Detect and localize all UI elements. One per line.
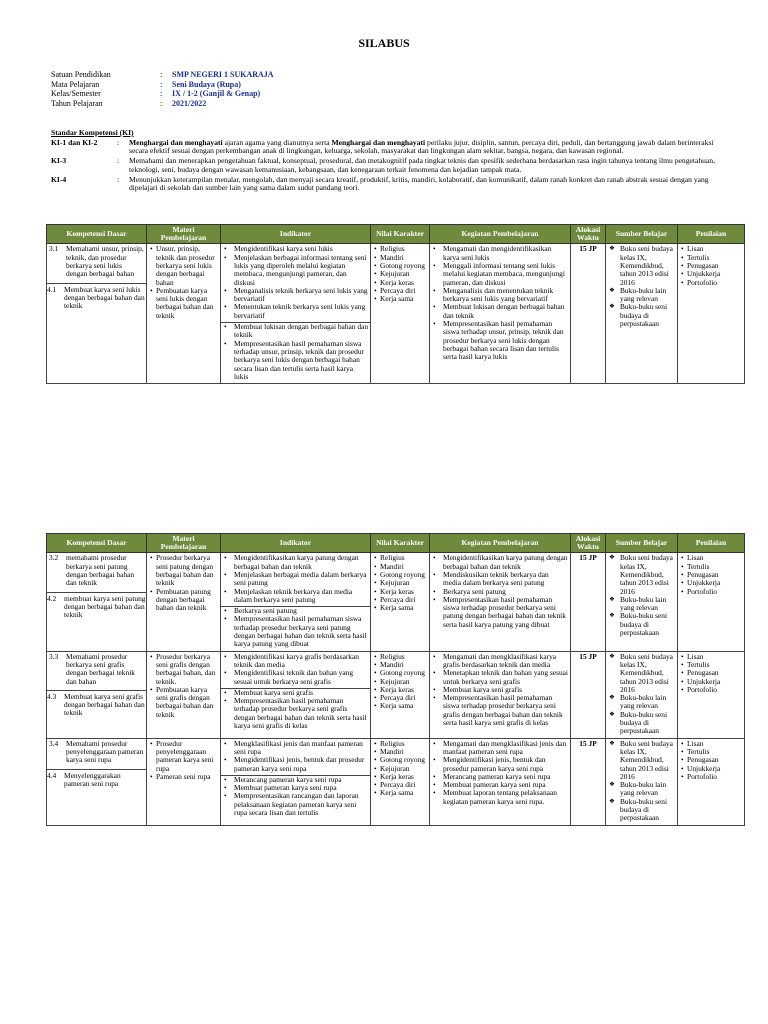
alokasi-cell: 15 JP	[571, 553, 606, 651]
kd-4: 4.1 Membuat karya seni lukis dengan berbagai bahan dan teknik	[47, 284, 145, 311]
ki-3: KI-3 : Memahami dan menerapkan pengetahuan faktual, konseptual, prosedural, dan metakognitif pada tingkat teknis dan spesifik sederhana berdasarkan rasa ingin tahunya tentang ilmu pengetahuan, teknologi, seni, budaya dengan wawasan kemanusiaan, kebangsaan, dan kenegaraan terkait fenomena dan kejadian tampak mata.	[51, 157, 731, 174]
penilaian-item: • Lisan	[680, 740, 742, 748]
kegiatan-cell	[430, 244, 571, 384]
nilai-item: • Percaya diri	[373, 596, 427, 604]
alokasi-cell: 15 JP	[571, 738, 606, 825]
kegiatan-cell	[430, 738, 571, 825]
penilaian-cell	[678, 651, 745, 738]
indikator-cell	[221, 244, 371, 384]
kd-3: 3.4 Memahami prosedur penyelenggaraan pameran karya seni rupa	[49, 738, 144, 765]
penilaian-item: • Tertulis	[680, 661, 742, 669]
kegiatan-item: • Membuat laporan tentang pelaksanaan kegiatan pameran karya seni rupa.	[432, 789, 568, 806]
materi-item: • Pameran seni rupa	[149, 773, 218, 781]
meta-label: Satuan Pendidikan	[51, 70, 111, 79]
kd-3: 3.1 Memahami unsur, prinsip, teknik, dan prosedur berkarya seni lukis dengan berbagai bahan	[49, 244, 144, 279]
penilaian-item: • Unjukkerja	[680, 765, 742, 773]
penilaian-list	[680, 740, 742, 781]
kd-4: 4.2 membuat karya seni patung dengan berbagai bahan dan teknik	[47, 593, 146, 620]
penilaian-item: • Lisan	[680, 554, 742, 562]
nilai-item: • Kerja sama	[373, 295, 427, 303]
materi-cell	[147, 651, 221, 738]
meta-label: Mata Pelajaran	[51, 79, 100, 89]
kegiatan-item: • Menganalisis dan menentukan teknik berkarya seni lukis yang bervariatif	[432, 287, 568, 304]
penilaian-item: • Portofolio	[680, 686, 742, 694]
sumber-list	[608, 653, 675, 736]
nilai-cell	[371, 244, 430, 384]
kegiatan-list	[432, 245, 568, 361]
sumber-list	[608, 554, 675, 637]
penilaian-item: • Lisan	[680, 653, 742, 661]
penilaian-item: • Penugasan	[680, 756, 742, 764]
materi-list	[149, 740, 218, 781]
penilaian-item: • Penugasan	[680, 571, 742, 579]
kegiatan-item: • Menggali informasi tentang seni lukis melalui kegiatan membaca, mengunjungi pameran, dan diskusi	[432, 262, 568, 287]
indikator-item: • Menjelaskan berbagai informasi tentang seni lukis yang diperoleh melalui kegiatan membaca, mengunjungi pameran, dan diskusi	[223, 254, 368, 287]
column-header: Kegiatan Pembelajaran	[430, 225, 571, 244]
meta-value: 2021/2022	[172, 98, 207, 108]
materi-item: • Unsur, prinsip, teknik dan prosedur berkarya seni lukis dengan berbagai bahan	[149, 245, 218, 286]
materi-list	[149, 653, 218, 719]
indikator-list	[223, 245, 368, 320]
meta-row: Tahun Pelajaran : 2021/2022	[51, 98, 207, 108]
identity-block	[51, 70, 274, 108]
kegiatan-item: • Mengidentifikasi jenis, bentuk dan prosedur pameran karya seni rupa	[432, 756, 568, 773]
materi-cell	[147, 553, 221, 651]
indikator-cell	[221, 738, 371, 825]
penilaian-list	[680, 554, 742, 595]
penilaian-item: • Lisan	[680, 245, 742, 253]
column-header: Alokasi Waktu	[571, 225, 606, 244]
core-competencies	[51, 129, 731, 194]
table-row	[47, 651, 745, 738]
sumber-item: ❖ Buku seni budaya kelas IX, Kemendikbud, tahun 2013 edisi 2016	[608, 653, 675, 694]
kegiatan-item: • Membuat karya seni grafis	[432, 686, 568, 694]
indikator-list	[223, 740, 368, 773]
penilaian-item: • Unjukkerja	[680, 678, 742, 686]
sumber-item: ❖ Buku-buku seni budaya di perpustakaan	[608, 798, 675, 823]
indikator-item: • Mempresentasikan hasil pemahaman terhadap prosedur berkarya seni grafis dengan berbagai bahan dan teknik serta hasil karya seni grafis di kelas	[223, 697, 368, 730]
kegiatan-item: • Mempresentasikan hasil pemahaman siswa terhadap prosedur berkarya seni patung dengan berbagai bahan dan teknik serta hasil karya patung yang dibuat	[432, 596, 568, 629]
penilaian-item: • Tertulis	[680, 563, 742, 571]
sumber-list	[608, 740, 675, 823]
indikator-list	[223, 689, 368, 730]
sumber-item: ❖ Buku-buku lain yang relevan	[608, 287, 675, 304]
column-header: Nilai Karakter	[371, 534, 430, 553]
kegiatan-item: • Mengamati dan mengklasifikasi karya grafis berdasarkan teknik dan media	[432, 653, 568, 670]
nilai-item: • Mandiri	[373, 661, 427, 669]
sumber-item: ❖ Buku-buku lain yang relevan	[608, 694, 675, 711]
indikator-list	[223, 776, 368, 817]
alokasi-cell: 15 JP	[571, 651, 606, 738]
column-header: Penilaian	[678, 534, 745, 553]
indikator-item: • Mengidentifikasi jenis, bentuk dan prosedur pameran karya seni rupa	[223, 756, 368, 773]
sumber-item: ❖ Buku-buku seni budaya di perpustakaan	[608, 612, 675, 637]
nilai-item: • Kerja keras	[373, 588, 427, 596]
nilai-item: • Kejujuran	[373, 678, 427, 686]
column-header: Kompetensi Dasar	[47, 225, 147, 244]
nilai-item: • Religius	[373, 554, 427, 562]
kegiatan-item: • Membuat lukisan dengan berbagai bahan dan teknik	[432, 303, 568, 320]
nilai-item: • Gotong royong	[373, 571, 427, 579]
penilaian-item: • Unjukkerja	[680, 579, 742, 587]
kd-3: 3.2 memahami prosedur berkarya seni patung dengan berbagai bahan dan teknik	[49, 553, 135, 588]
column-header: Sumber Belajar	[606, 534, 678, 553]
indikator-item: • Mengidentifikasi karya seni lukis	[223, 245, 368, 253]
nilai-item: • Kejujuran	[373, 579, 427, 587]
table-row	[47, 553, 745, 651]
materi-list	[149, 245, 218, 320]
materi-item: • Prosedur penyelenggaraan pameran karya seni rupa	[149, 740, 218, 773]
nilai-item: • Religius	[373, 740, 427, 748]
penilaian-list	[680, 245, 742, 286]
kd-cell	[47, 651, 147, 738]
nilai-item: • Gotong royong	[373, 262, 427, 270]
nilai-item: • Kerja sama	[373, 702, 427, 710]
nilai-cell	[371, 553, 430, 651]
indikator-item: • Mempresentasikan hasil pemahaman siswa terhadap prosedur berkarya seni patung dengan berbagai bahan dan teknik serta hasil karya patung yang dibuat	[223, 615, 368, 648]
table-row	[47, 244, 745, 384]
kegiatan-item: • Mengamati dan mengklasifikasi jenis dan manfaat pameran seni rupa	[432, 740, 568, 757]
nilai-item: • Gotong royong	[373, 756, 427, 764]
materi-item: • Pembuatan karya seni grafis dengan berbagai bahan dan teknik	[149, 686, 218, 719]
syllabus-table-2	[46, 533, 745, 826]
sumber-item: ❖ Buku-buku seni budaya di perpustakaan	[608, 711, 675, 736]
sumber-cell	[606, 651, 678, 738]
kd-4: 4.4 Menyelenggarakan pameran seni rupa	[47, 769, 146, 789]
table-row	[47, 738, 745, 825]
nilai-item: • Kerja sama	[373, 789, 427, 797]
kd-cell	[47, 738, 147, 825]
sumber-cell	[606, 244, 678, 384]
indikator-item: • Mengklasifikasi jenis dan manfaat pameran seni rupa	[223, 740, 368, 757]
column-header: Materi Pembelajaran	[147, 534, 221, 553]
nilai-item: • Percaya diri	[373, 287, 427, 295]
nilai-item: • Kejujuran	[373, 270, 427, 278]
ki-text: Menghargai dan menghayati ajaran agama yang dianutnya serta Menghargai dan menghayati perilaku jujur, disiplin, santun, percaya diri, peduli, dan bertanggung jawab dalam berinteraksi secara efektif sesuai dengan perkembangan anak di lingkungan, keluarga, sekolah, masyarakat dan lingkungan alam sekitar, bangsa, negara, dan kawasan regional.	[129, 137, 714, 156]
kegiatan-item: • Mempresentasikan hasil pemahaman siswa terhadap unsur, prinsip, teknik dan prosedur berkarya seni lukis dengan berbagai bahan secara lisan dan tertulis serta hasil karya lukis	[432, 320, 568, 361]
alokasi-cell: 15 JP	[571, 244, 606, 384]
sumber-item: ❖ Buku-buku seni budaya di perpustakaan	[608, 303, 675, 328]
nilai-item: • Kerja keras	[373, 773, 427, 781]
ki-heading: Standar Kompetensi (KI)	[51, 128, 134, 137]
kd-cell	[47, 553, 147, 651]
indikator-item: • Mengidentifikasi teknik dan bahan yang sesuai untuk berkarya seni grafis	[223, 669, 368, 686]
indikator-cell	[221, 553, 371, 651]
kegiatan-item: • Membuat pameran karya seni rupa	[432, 781, 568, 789]
nilai-item: • Mandiri	[373, 563, 427, 571]
column-header: Kegiatan Pembelajaran	[430, 534, 571, 553]
ki-text: Menunjukkan keterampilan menalar, mengolah, dan menyaji secara kreatif, produktif, kritis, mandiri, kolaboratif, dan komunikatif, dalam ranah konkret dan ranah abstrak sesuai dengan yang dipelajari di sekolah dan sumber lain yang sama dalam sudut pandang teori.	[129, 174, 709, 193]
kegiatan-item: • Merancang pameran karya seni rupa	[432, 773, 568, 781]
penilaian-item: • Portofolio	[680, 588, 742, 596]
sumber-item: ❖ Buku-buku lain yang relevan	[608, 781, 675, 798]
kegiatan-list	[432, 653, 568, 728]
kd-4: 4.3 Membuat karya seni grafis dengan berbagai bahan dan teknik	[47, 691, 145, 718]
meta-value: SMP NEGERI 1 SUKARAJA	[172, 70, 274, 79]
penilaian-item: • Penugasan	[680, 262, 742, 270]
indikator-list	[223, 554, 368, 604]
ki-label: KI-4	[51, 174, 67, 184]
materi-item: • Pembuatan karya seni lukis dengan berbagai bahan dan teknik	[149, 287, 218, 320]
indikator-cell	[221, 651, 371, 738]
table-header-row	[47, 534, 745, 553]
indikator-list	[223, 607, 368, 648]
indikator-item: • Mengidentifikasikan karya patung dengan berbagai bahan dan teknik	[223, 554, 368, 571]
kegiatan-list	[432, 554, 568, 629]
penilaian-list	[680, 653, 742, 694]
penilaian-item: • Portofolio	[680, 773, 742, 781]
column-header: Nilai Karakter	[371, 225, 430, 244]
kegiatan-cell	[430, 651, 571, 738]
indikator-item: • Mengidentifikasi karya grafis berdasarkan teknik dan media	[223, 653, 368, 670]
ki-text: Memahami dan menerapkan pengetahuan faktual, konseptual, prosedural, dan metakognitif pada tingkat teknis dan spesifik sederhana berdasarkan rasa ingin tahunya tentang ilmu pengetahuan, teknologi, seni, budaya dengan wawasan kemanusiaan, kebangsaan, dan kenegaraan terkait fenomena dan kejadian tampak mata.	[129, 156, 715, 174]
indikator-item: • Menentukan teknik berkarya seni lukis yang bervariatif	[223, 303, 368, 320]
materi-item: • Prosedur berkarya seni grafis dengan berbagai bahan, dan teknik.	[149, 653, 218, 686]
indikator-item: • Berkarya seni patung	[223, 607, 368, 615]
sumber-cell	[606, 738, 678, 825]
column-header: Penilaian	[678, 225, 745, 244]
indikator-list	[223, 653, 368, 686]
column-header: Sumber Belajar	[606, 225, 678, 244]
column-header: Kompetensi Dasar	[47, 534, 147, 553]
kegiatan-item: • Mempresentasikan hasil pemahaman siswa terhadap prosedur berkarya seni grafis dengan berbagai bahan dan teknik serta hasil karya seni grafis di kelas	[432, 694, 568, 727]
column-header: Indikator	[221, 534, 371, 553]
column-header: Alokasi Waktu	[571, 534, 606, 553]
kegiatan-item: • Menetapkan teknik dan bahan yang sesuai untuk berkarya seni grafis	[432, 669, 568, 686]
nilai-item: • Religius	[373, 245, 427, 253]
penilaian-item: • Tertulis	[680, 254, 742, 262]
nilai-cell	[371, 738, 430, 825]
nilai-item: • Mandiri	[373, 254, 427, 262]
indikator-item: • Menganalisis teknik berkarya seni lukis yang bervariatif	[223, 287, 368, 304]
meta-row: Satuan Pendidikan : SMP NEGERI 1 SUKARAJA	[51, 70, 274, 79]
ki-label: KI-1 dan KI-2	[51, 137, 98, 147]
indikator-item: • Menjelaskan teknik berkarya dan media dalam berkarya seni patung	[223, 588, 368, 605]
nilai-item: • Kerja keras	[373, 686, 427, 694]
penilaian-item: • Penugasan	[680, 669, 742, 677]
nilai-list	[373, 554, 427, 612]
sumber-item: ❖ Buku seni budaya kelas IX, Kemendikbud, tahun 2013 edisi 2016	[608, 245, 675, 286]
penilaian-cell	[678, 553, 745, 651]
materi-item: • Prosedur berkarya seni patung dengan berbagai bahan dan teknik	[149, 554, 218, 587]
materi-item: • Pembuatan patung dengan berbagai bahan dan teknik	[149, 588, 218, 613]
ki-1-2: KI-1 dan KI-2 : Menghargai dan menghayati ajaran agama yang dianutnya serta Menghargai dan menghayati perilaku jujur, disiplin, santun, percaya diri, peduli, dan bertanggung jawab dalam berinteraksi secara efektif sesuai dengan perkembangan anak di lingkungan, keluarga, sekolah, masyarakat dan lingkungan alam sekitar, bangsa, negara, dan kawasan regional.	[51, 139, 731, 156]
meta-value: IX / 1-2 (Ganjil & Genap)	[172, 89, 261, 99]
indikator-item: • Membuat pameran karya seni rupa	[223, 784, 368, 792]
sumber-list	[608, 245, 675, 328]
column-header: Indikator	[221, 225, 371, 244]
ki-4: KI-4 : Menunjukkan keterampilan menalar, mengolah, dan menyaji secara kreatif, produktif, kritis, mandiri, kolaboratif, dan komunikatif, dalam ranah konkret dan ranah abstrak sesuai dengan yang dipelajari di sekolah dan sumber lain yang sama dalam sudut pandang teori.	[51, 176, 731, 193]
kegiatan-item: • Berkarya seni patung	[432, 588, 568, 596]
kegiatan-list	[432, 740, 568, 806]
sumber-item: ❖ Buku-buku lain yang relevan	[608, 596, 675, 613]
penilaian-item: • Tertulis	[680, 748, 742, 756]
column-header: Materi Pembelajaran	[147, 225, 221, 244]
sumber-item: ❖ Buku seni budaya kelas IX, Kemendikbud, tahun 2013 edisi 2016	[608, 554, 675, 595]
meta-value: Seni Budaya (Rupa)	[172, 79, 241, 89]
sumber-cell	[606, 553, 678, 651]
nilai-item: • Kerja keras	[373, 279, 427, 287]
indikator-item: • Mempresentasikan hasil pemahaman siswa terhadap unsur, prinsip, teknik dan prosedur berkarya seni lukis dengan berbagai bahan secara lisan dan tertulis serta hasil karya lukis	[223, 340, 368, 381]
meta-row: Kelas/Semester : IX / 1-2 (Ganjil & Genap)	[51, 89, 261, 99]
kegiatan-item: • Mendiskusikan teknik berkarya dan media dalam berkarya seni patung	[432, 571, 568, 588]
kd-cell	[47, 244, 147, 384]
page-title: SILABUS	[358, 36, 410, 50]
indikator-item: • Membuat lukisan dengan berbagai bahan dan teknik	[223, 323, 368, 340]
nilai-cell	[371, 651, 430, 738]
nilai-list	[373, 653, 427, 711]
table-header-row	[47, 225, 745, 244]
indikator-item: • Membuat karya seni grafis	[223, 689, 368, 697]
nilai-item: • Kejujuran	[373, 765, 427, 773]
kegiatan-item: • Mengamati dan mengidentifikasikan karya seni lukis	[432, 245, 568, 262]
penilaian-item: • Unjukkerja	[680, 270, 742, 278]
materi-cell	[147, 244, 221, 384]
nilai-item: • Gotong royong	[373, 669, 427, 677]
kd-3: 3.3 Memahami prosedur berkarya seni grafis dengan berbagai teknik dan bahan	[49, 651, 135, 686]
indikator-item: • Menjelaskan berbagai media dalam berkarya seni patung	[223, 571, 368, 588]
kegiatan-cell	[430, 553, 571, 651]
nilai-item: • Religius	[373, 653, 427, 661]
nilai-item: • Percaya diri	[373, 781, 427, 789]
nilai-list	[373, 740, 427, 798]
meta-label: Kelas/Semester	[51, 89, 101, 99]
penilaian-cell	[678, 738, 745, 825]
indikator-list	[223, 323, 368, 381]
nilai-item: • Kerja sama	[373, 604, 427, 612]
nilai-item: • Percaya diri	[373, 694, 427, 702]
nilai-list	[373, 245, 427, 303]
indikator-item: • Merancang pameran karya seni rupa	[223, 776, 368, 784]
meta-row: Mata Pelajaran : Seni Budaya (Rupa)	[51, 79, 241, 89]
ki-label: KI-3	[51, 156, 67, 166]
materi-cell	[147, 738, 221, 825]
indikator-item: • Mempresentasikan rancangan dan laporan pelaksanaan kegiatan pameran karya seni rupa secara lisan dan tertulis	[223, 792, 368, 817]
kegiatan-item: • Mengidentifikasikan karya patung dengan berbagai bahan dan teknik	[432, 554, 568, 571]
penilaian-item: • Portofolio	[680, 279, 742, 287]
sumber-item: ❖ Buku seni budaya kelas IX, Kemendikbud, tahun 2013 edisi 2016	[608, 740, 675, 781]
meta-label: Tahun Pelajaran	[51, 98, 103, 108]
penilaian-cell	[678, 244, 745, 384]
materi-list	[149, 554, 218, 612]
nilai-item: • Mandiri	[373, 748, 427, 756]
syllabus-table-1	[46, 224, 745, 384]
